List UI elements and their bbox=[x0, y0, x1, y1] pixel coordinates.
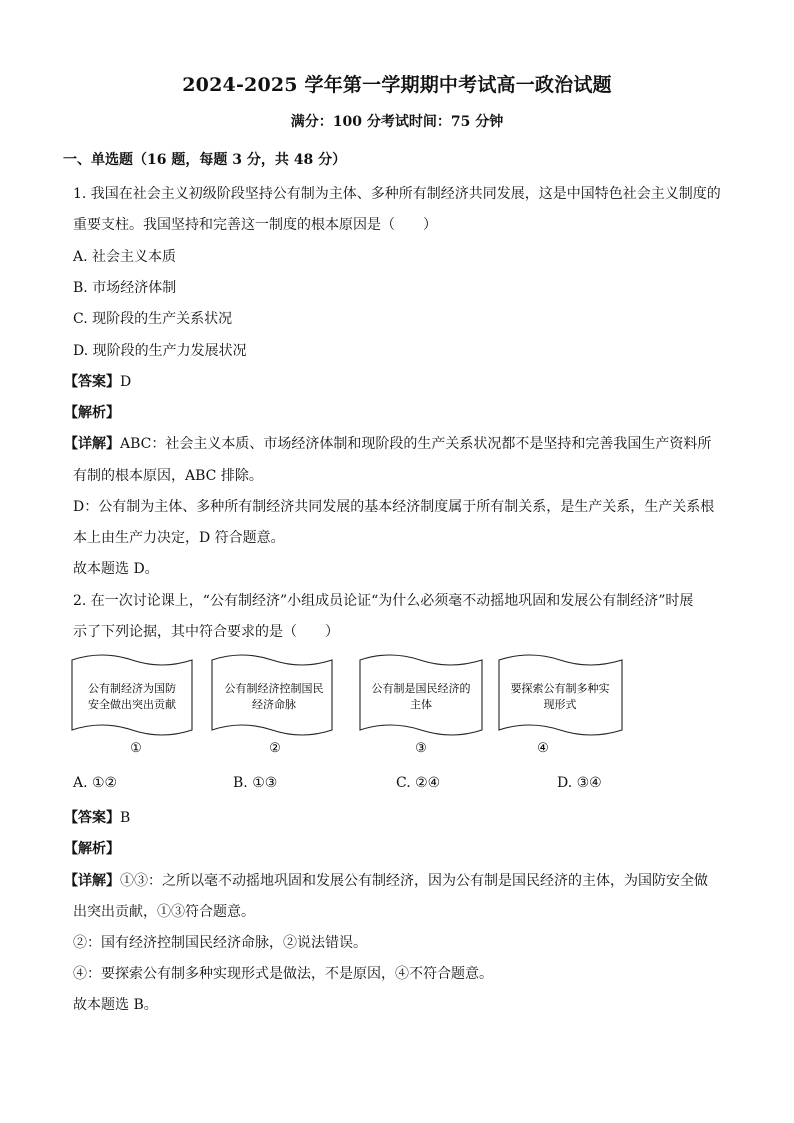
q2-stem-line2: 示了下列论据，其中符合要求的是（ ） bbox=[73, 624, 339, 640]
q1-detail-line3: D：公有制为主体、多种所有制经济共同发展的基本经济制度属于所有制关系，是生产关系，生产关系根 bbox=[73, 499, 715, 515]
q1-detail-line4: 本上由生产力决定，D 符合题意。 bbox=[73, 530, 285, 546]
q1-option-a: A. 社会主义本质 bbox=[73, 249, 177, 265]
q1-option-c: C. 现阶段的生产关系状况 bbox=[73, 311, 233, 327]
q2-card-1-line2: 安全做出突出贡献 bbox=[88, 698, 176, 711]
q2-card-3-line2: 主体 bbox=[410, 698, 432, 711]
section-heading: 一、单选题（16 题，每题 3 分，共 48 分） bbox=[63, 152, 347, 168]
exam-subtitle: 满分：100 分考试时间：75 分钟 bbox=[290, 114, 504, 130]
q1-answer-label: 【答案】 bbox=[64, 374, 120, 390]
q2-conclusion: 故本题选 B。 bbox=[73, 997, 158, 1013]
q1-option-b: B. 市场经济体制 bbox=[73, 280, 177, 296]
q2-option-a: A. ①② bbox=[73, 775, 118, 791]
q2-detail-line3: ②：国有经济控制国民经济命脉，②说法错误。 bbox=[73, 935, 367, 951]
q2-argument-cards-diagram bbox=[70, 650, 630, 758]
q2-analysis-label: 【解析】 bbox=[64, 841, 120, 857]
q1-answer bbox=[64, 371, 131, 391]
q2-answer-label: 【答案】 bbox=[64, 810, 120, 826]
q2-card-4-number: ④ bbox=[537, 741, 549, 756]
exam-title: 2024-2025 学年第一学期期中考试高一政治试题 bbox=[182, 74, 612, 96]
q2-card-2-number: ② bbox=[269, 741, 281, 756]
q1-conclusion: 故本题选 D。 bbox=[73, 561, 159, 577]
q2-detail-label: 【详解】 bbox=[64, 873, 120, 889]
q2-card-1 bbox=[72, 655, 192, 756]
q2-detail-text1: ①③：之所以毫不动摇地巩固和发展公有制经济，因为公有制是国民经济的主体，为国防安全做 bbox=[120, 873, 708, 889]
q2-option-d: D. ③④ bbox=[557, 775, 602, 791]
q1-detail-text1: ABC：社会主义本质、市场经济体制和现阶段的生产关系状况都不是坚持和完善我国生产资料所 bbox=[120, 436, 712, 452]
q1-answer-value: D bbox=[120, 374, 132, 390]
q1-detail-line1 bbox=[64, 433, 711, 453]
q1-stem-line2: 重要支柱。我国坚持和完善这一制度的根本原因是（ ） bbox=[73, 217, 437, 233]
q2-detail-line1 bbox=[64, 870, 708, 890]
q2-card-2-line1: 公有制经济控制国民 bbox=[224, 682, 324, 695]
q2-card-1-line1: 公有制经济为国防 bbox=[88, 682, 176, 695]
q2-card-2 bbox=[212, 655, 332, 756]
q2-card-4-line1: 要探索公有制多种实 bbox=[510, 682, 610, 695]
q2-answer-value: B bbox=[120, 810, 131, 826]
q1-analysis-label: 【解析】 bbox=[64, 405, 120, 421]
q2-detail-line4: ④：要探索公有制多种实现形式是做法，不是原因，④不符合题意。 bbox=[73, 966, 493, 982]
q2-card-3 bbox=[360, 655, 482, 756]
q2-answer bbox=[64, 807, 130, 827]
q1-detail-label: 【详解】 bbox=[64, 436, 120, 452]
q2-option-b: B. ①③ bbox=[233, 775, 278, 791]
q2-card-1-number: ① bbox=[130, 741, 142, 756]
q2-detail-line2: 出突出贡献，①③符合题意。 bbox=[73, 904, 255, 920]
q1-stem-line1: 1. 我国在社会主义初级阶段坚持公有制为主体、多种所有制经济共同发展，这是中国特色社会主义制度的 bbox=[73, 186, 721, 202]
q2-card-2-line2: 经济命脉 bbox=[252, 698, 296, 711]
q2-option-c: C. ②④ bbox=[396, 775, 441, 791]
q2-card-3-line1: 公有制是国民经济的 bbox=[371, 682, 471, 695]
q1-detail-line2: 有制的根本原因，ABC 排除。 bbox=[73, 468, 263, 484]
q2-card-3-number: ③ bbox=[415, 741, 427, 756]
q2-stem-line1: 2. 在一次讨论课上，“公有制经济”小组成员论证“为什么必须毫不动摇地巩固和发展公有制经济”时展 bbox=[73, 593, 694, 609]
q2-card-4 bbox=[499, 655, 622, 756]
q2-card-4-line2: 现形式 bbox=[543, 698, 577, 711]
q1-option-d: D. 现阶段的生产力发展状况 bbox=[73, 343, 247, 359]
